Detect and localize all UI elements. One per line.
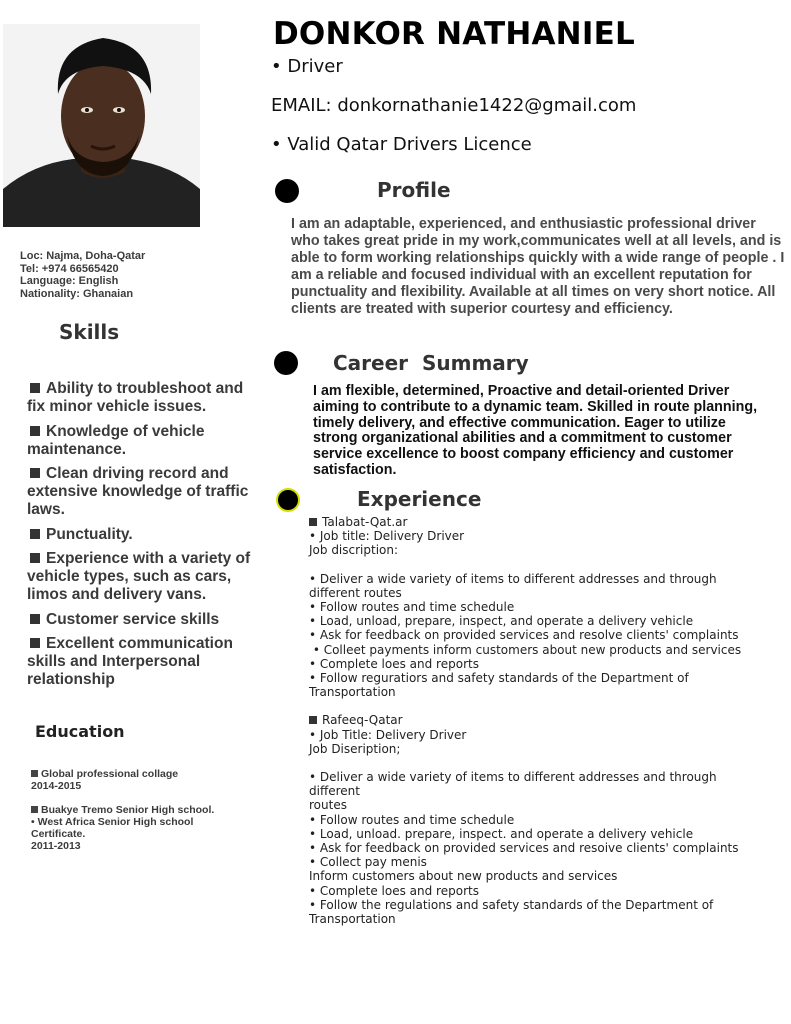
candidate-name: DONKOR NATHANIEL [273, 16, 635, 52]
square-bullet-icon [30, 614, 40, 624]
experience-heading: Experience [357, 487, 482, 511]
skill-item: Knowledge of vehicle maintenance. [27, 422, 205, 458]
job-2-company: Rafeeq-Qatar [309, 713, 779, 727]
skill-item: Punctuality. [27, 526, 259, 544]
education-school-2: Buakye Tremo Senior High school. [31, 804, 214, 816]
profile-text: I am an adaptable, experienced, and enthusiastic professional driver who takes great pride in my work,communicates well at all levels, and is able to form working relationships quickly with a wide range of people . I am a reliable and focused individual with an excellent reputation for punctuality and flexibility. Available at all times on very short notice. All clients are treated with superior courtesy and efficiency. [291, 216, 785, 317]
job-1-title: • Job title: Delivery Driver [309, 529, 465, 544]
job-1-duty: • Load, unload, prepare, inspect, and operate a delivery vehicle [309, 614, 694, 629]
skill-item: Excellent communication skills and Interpersonal relationship [27, 635, 233, 688]
tel-text: Tel: +974 66565420 [20, 262, 119, 275]
role-line: • Driver [271, 56, 343, 77]
profile-bullet-icon [275, 179, 299, 203]
skill-item: Experience with a variety of vehicle types, such as cars, limos and delivery vans. [27, 550, 251, 603]
profile-photo [3, 24, 200, 227]
job-1-duty: • Deliver a wide variety of items to different addresses and through [309, 571, 717, 586]
square-bullet-icon [31, 806, 38, 813]
job-1-duty: • Colleet payments inform customers about new products and services [309, 642, 742, 657]
job-1-duty: • Follow reguratiors and safety standards of the Department of [309, 671, 689, 686]
job-1-duty: • Complete loes and reports [309, 656, 479, 671]
education-cert-line-1: • West Africa Senior High school [31, 816, 194, 828]
skill-item: Customer service skills [27, 611, 259, 629]
career-summary-text: I am flexible, determined, Proactive and detail-oriented Driver aiming to contribute to a dynamic team. Skilled in route planning, timely delivery, and effective communication. Eager to utilize strong organizational abilities and a commitment to customer service excellence to boost company efficiency and customer satisfaction. [313, 383, 758, 478]
job-2-duty: • Collect pay menis [309, 855, 427, 870]
job-2-duty: Inform customers about new products and services [309, 869, 618, 884]
square-bullet-icon [309, 716, 317, 724]
job-2-duty: • Ask for feedback on provided services and resoive clients' complaints [309, 841, 739, 856]
skill-item: Clean driving record and extensive knowledge of traffic laws. [27, 465, 249, 518]
skills-heading: Skills [59, 320, 120, 344]
square-bullet-icon [31, 770, 38, 777]
square-bullet-icon [30, 529, 40, 539]
job-1-desc-label: Job discription: [309, 543, 399, 558]
skill-item: Ability to troubleshoot and fix minor vehicle issues. [27, 380, 244, 415]
education-heading: Education [35, 722, 125, 741]
experience-body [309, 515, 779, 926]
email-line: EMAIL: donkornathanie1422@gmail.com [271, 95, 637, 116]
square-bullet-icon [30, 638, 40, 648]
job-2-title: • Job Title: Delivery Driver [309, 727, 467, 742]
job-2-duty: • Follow the regulations and safety standards of the Department of [309, 897, 714, 912]
education-school-1: Global professional collage [31, 768, 214, 780]
experience-bullet-icon [276, 488, 300, 512]
education-list [31, 768, 214, 852]
job-1-duty: Transportation [309, 685, 396, 700]
square-bullet-icon [30, 468, 40, 478]
nationality-text: Nationality: Ghanaian [20, 287, 134, 300]
square-bullet-icon [30, 553, 40, 563]
job-2-duty: • Deliver a wide variety of items to different addresses and through [309, 770, 717, 785]
job-2-duty: Transportation [309, 912, 396, 927]
skills-list [27, 380, 259, 696]
education-years-2: 2011-2013 [31, 840, 81, 852]
job-1-duty: different routes [309, 585, 402, 600]
career-bullet-icon [274, 351, 298, 375]
location-text: Loc: Najma, Doha-Qatar [20, 250, 146, 262]
job-2-duty: different [309, 784, 360, 799]
square-bullet-icon [30, 383, 40, 393]
licence-line: • Valid Qatar Drivers Licence [271, 134, 532, 155]
education-cert-line-2: Certificate. [31, 828, 86, 840]
contact-info [20, 250, 145, 300]
job-1-duty: • Ask for feedback on provided services and resolve clients' complaints [309, 628, 739, 643]
profile-heading: Profile [377, 178, 451, 202]
career-heading: Career Summary [333, 351, 529, 375]
job-2-duty: routes [309, 798, 347, 813]
square-bullet-icon [309, 518, 317, 526]
job-2-duty: • Complete loes and reports [309, 883, 479, 898]
education-years-1: 2014-2015 [31, 780, 82, 792]
job-2-desc-label: Job Diseription; [309, 741, 401, 756]
job-2-duty: • Load, unload. prepare, inspect. and operate a delivery vehicle [309, 826, 694, 841]
job-1-duty: • Follow routes and time schedule [309, 600, 515, 615]
job-2-duty: • Follow routes and time schedule [309, 812, 515, 827]
language-text: Language: English [20, 275, 119, 287]
square-bullet-icon [30, 426, 40, 436]
job-1-company: Talabat-Qat.ar [309, 515, 779, 529]
